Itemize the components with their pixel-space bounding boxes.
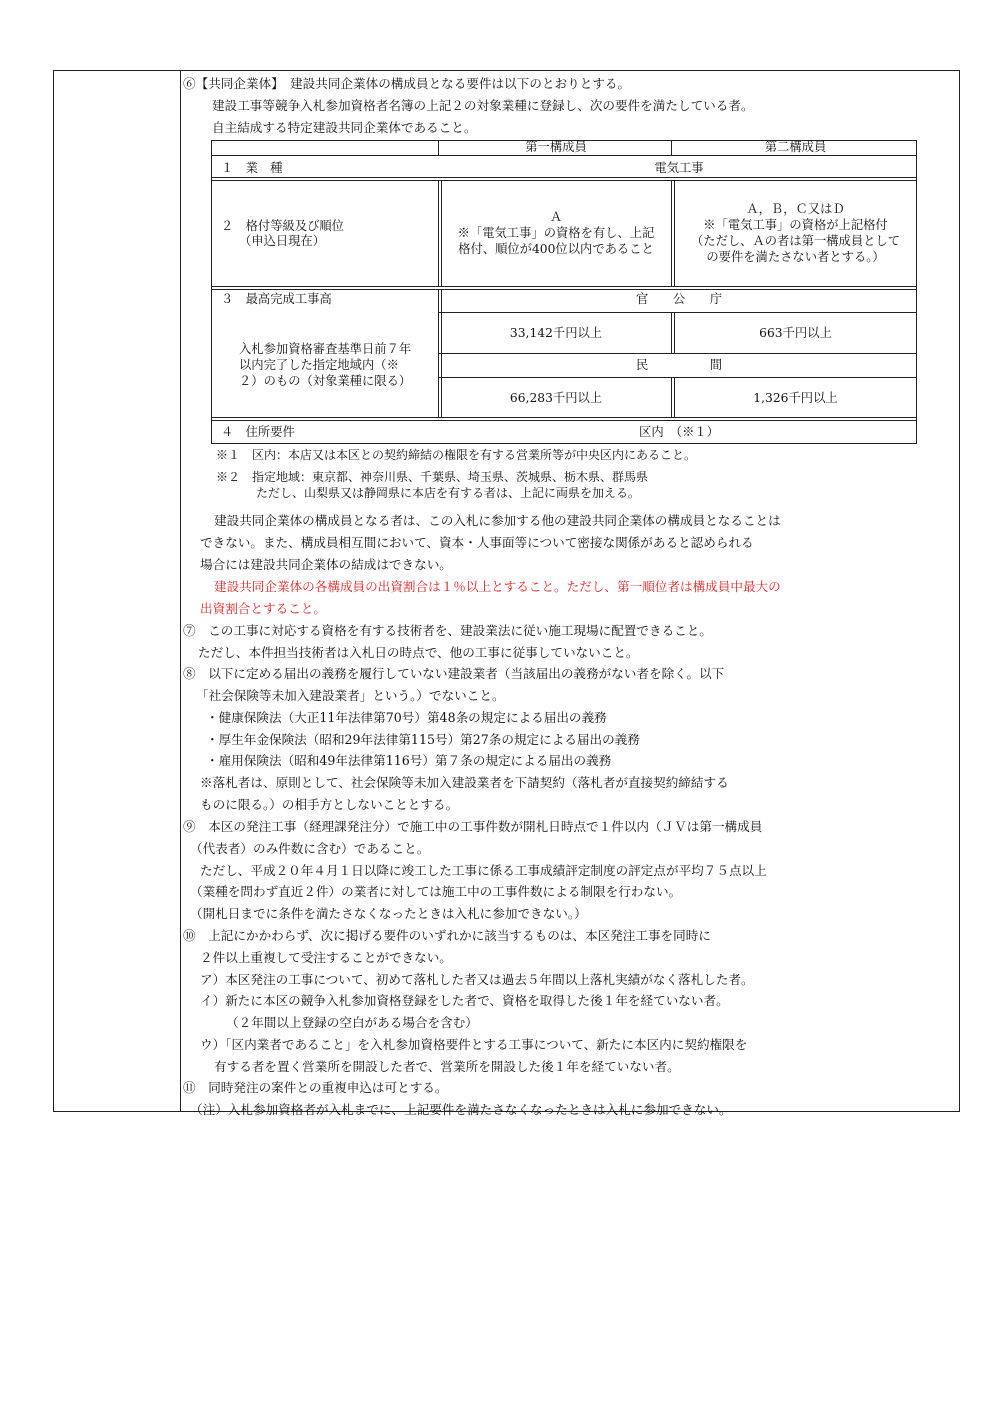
jv-requirement-table xyxy=(211,140,961,445)
note-1: ※１ 区内：本店又は本区との契約締結の権限を有する営業所等が中央区内にあること。 xyxy=(216,448,697,462)
investment-ratio-line: 出資割合とすること。 xyxy=(200,601,326,616)
row-max-works-sub: 以内完了した指定地域内（※ xyxy=(239,358,399,372)
first-grade-line: Ａ xyxy=(549,210,563,224)
row-max-works-sub: ２）のもの（対象業種に限る） xyxy=(239,374,412,388)
item9-line: ⑨ 本区の発注工事（経理課発注分）で施工中の工事件数が開札日時点で１件以内（ＪＶは第一構成員 xyxy=(183,819,763,834)
item10-line: ウ）「区内業者であること」を入札参加資格要件とする工事について、新たに本区内に契約権限を xyxy=(200,1037,748,1052)
item8-line: ものに限る。）の相手方としないこととする。 xyxy=(200,797,459,812)
item8-bullet: ・健康保険法（大正11年法律第70号）第48条の規定による届出の義務 xyxy=(206,710,607,725)
second-grade-line: （ただし、Ａの者は第一構成員として xyxy=(690,234,901,248)
item8-line: ⑧ 以下に定める届出の義務を履行していない建設業者（当該届出の義務がない者を除く。以下 xyxy=(183,666,725,681)
section6-line1: 建設工事等競争入札参加資格者名簿の上記２の対象業種に登録し、次の要件を満たしている者。 xyxy=(212,98,754,113)
row-industry-value: 電気工事 xyxy=(654,161,704,175)
item8-bullet: ・厚生年金保険法（昭和29年法律第115号）第27条の規定による届出の義務 xyxy=(206,732,640,747)
first-grade-line: 格付、順位が400位以内であること xyxy=(458,242,654,256)
second-grade-line: の要件を満たさない者とする。） xyxy=(706,250,885,264)
section6-heading: ⑥【共同企業体】 建設共同企業体の構成員となる要件は以下のとおりとする。 xyxy=(183,76,631,91)
private-first-value: 66,283千円以上 xyxy=(509,391,603,405)
item7-line: ただし、本件担当技術者は入札日の時点で、他の工事に従事していないこと。 xyxy=(198,645,639,660)
private-label: 民 間 xyxy=(635,358,723,372)
footnote: （注）入札参加資格者が入札までに、上記要件を満たさなくなったときは入札に参加できない。 xyxy=(190,1102,732,1117)
item9-line: （開札日までに条件を満たさなくなったときは入札に参加できない。） xyxy=(190,906,587,921)
investment-ratio-line: 建設共同企業体の各構成員の出資割合は１％以上とすること。ただし、第一順位者は構成員中最大の xyxy=(214,579,781,594)
note-2-cont: ただし、山梨県又は静岡県に本店を有する者は、上記に両県を加える。 xyxy=(256,486,641,500)
second-grade-line: Ａ，Ｂ，Ｃ又はＤ xyxy=(746,202,845,216)
item9-line: （業種を問わず直近２件）の業者に対しては施工中の工事件数による制限を行わない。 xyxy=(190,884,682,899)
item8-line: ※落札者は、原則として、社会保険等未加入建設業者を下請契約（落札者が直接契約締結する xyxy=(200,775,729,790)
gov-first-value: 33,142千円以上 xyxy=(509,326,603,340)
jv-paragraph-line: 建設共同企業体の構成員となる者は、この入札に参加する他の建設共同企業体の構成員となることは xyxy=(214,513,781,528)
column-divider xyxy=(180,71,181,1111)
item8-bullet: ・雇用保険法（昭和49年法律第116号）第７条の規定による届出の義務 xyxy=(206,753,612,768)
item9-line: ただし、平成２０年４月１日以降に竣工した工事に係る工事成績評定制度の評定点が平均７５点以上 xyxy=(200,863,767,878)
item11-line: ⑪ 同時発注の案件との重複申込は可とする。 xyxy=(183,1080,448,1095)
jv-paragraph-line: できない。また、構成員相互間において、資本・人事面等について密接な関係があると認められる xyxy=(200,535,754,550)
note-2: ※２ 指定地域：東京都、神奈川県、千葉県、埼玉県、茨城県、栃木県、群馬県 xyxy=(216,470,649,484)
item8-line: 「社会保険等未加入建設業者」という。）でないこと。 xyxy=(196,688,505,703)
row-industry-label: １ 業 種 xyxy=(221,161,283,175)
item10-line: ２件以上重複して受注することができない。 xyxy=(200,950,452,965)
item7-line: ⑦ この工事に対応する資格を有する技術者を、建設業法に従い施工現場に配置できること。 xyxy=(183,623,712,638)
row-grade-label: ２ 格付等級及び順位 xyxy=(221,219,344,233)
jv-paragraph-line: 場合には建設共同企業体の結成はできない。 xyxy=(200,557,452,572)
section6-line2: 自主結成する特定建設共同企業体であること。 xyxy=(212,120,477,135)
row-grade-sublabel: （申込日現在） xyxy=(239,234,326,248)
item10-line: （２年間以上登録の空白がある場合を含む） xyxy=(226,1015,478,1030)
row-address-label: ４ 住所要件 xyxy=(221,425,295,439)
header-first-member: 第一構成員 xyxy=(525,140,587,154)
item10-line: イ）新たに本区の競争入札参加資格登録をした者で、資格を取得した後１年を経ていない者。 xyxy=(200,993,729,1008)
row-address-value: 区内 （※１） xyxy=(639,425,719,439)
item9-line: （代表者）のみ件数に含む）であること。 xyxy=(190,841,430,856)
gov-second-value: 663千円以上 xyxy=(759,326,832,340)
first-grade-line: ※「電気工事」の資格を有し、上記 xyxy=(457,226,655,240)
row-max-works-label: ３ 最高完成工事高 xyxy=(221,292,332,306)
item10-line: 有する者を置く営業所を開設した者で、営業所を開設した後１年を経ていない者。 xyxy=(214,1059,680,1074)
header-second-member: 第二構成員 xyxy=(764,140,827,154)
item10-line: ア）本区発注の工事について、初めて落札した者又は過去５年間以上落札実績がなく落札した者。 xyxy=(200,972,754,987)
second-grade-line: ※「電気工事」の資格が上記格付 xyxy=(703,218,888,232)
gov-label: 官 公 庁 xyxy=(635,292,723,306)
item10-line: ⑩ 上記にかかわらず、次に掲げる要件のいずれかに該当するものは、本区発注工事を同時に xyxy=(183,928,711,943)
private-second-value: 1,326千円以上 xyxy=(753,391,838,405)
row-max-works-sub: 入札参加資格審査基準日前７年 xyxy=(239,342,412,356)
